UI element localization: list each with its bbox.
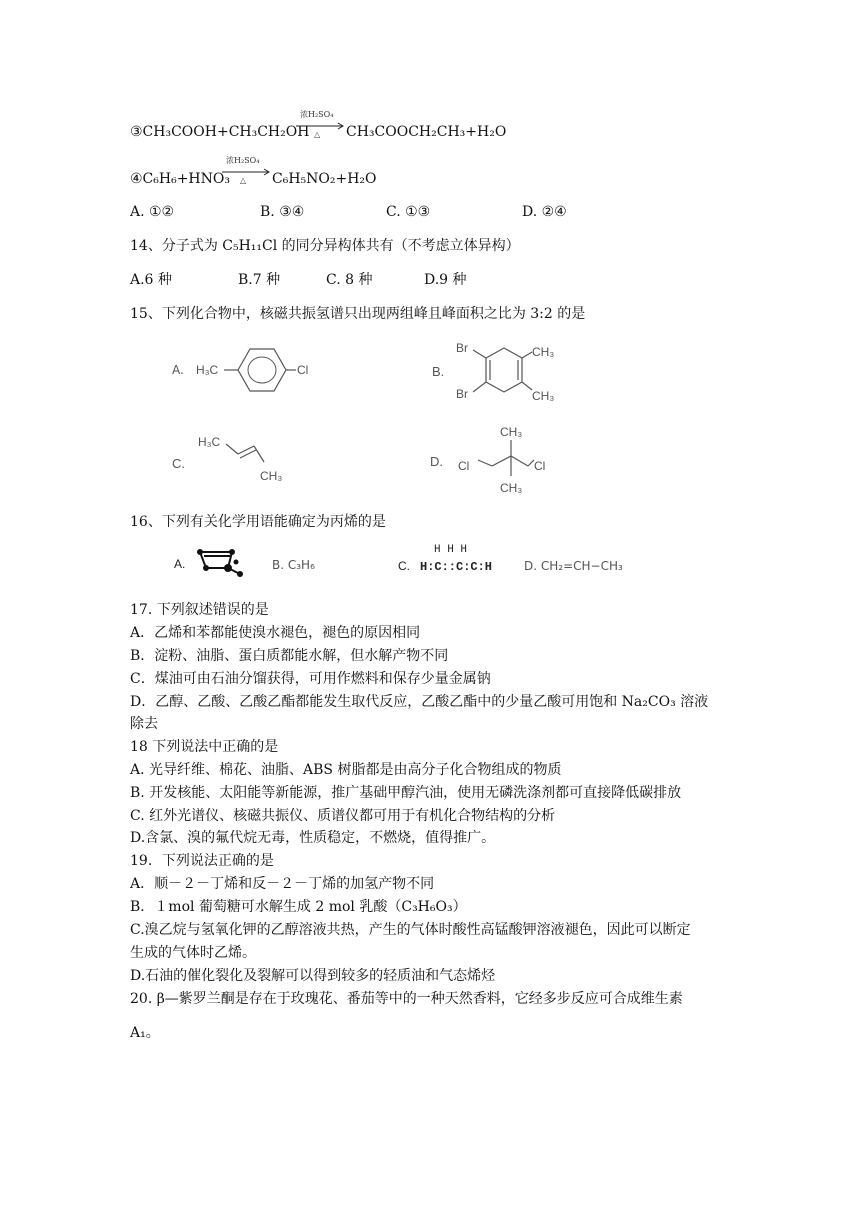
structure-b-br-top: Br — [456, 341, 468, 355]
reaction-arrow-4 — [222, 154, 272, 184]
arrow-condition-top: 浓H₂SO₄ — [300, 110, 334, 119]
q18-option-a: A. 光导纤维、棉花、油脂、ABS 树脂都是由高分子化合物组成的物质 — [130, 762, 562, 778]
q19-stem: 19．下列说法正确的是 — [130, 853, 274, 869]
q13-option-b: B. ③④ — [260, 204, 305, 220]
structure-a-methyl: H₃C — [196, 363, 219, 377]
q16-option-a-label: A. — [174, 557, 186, 571]
q17-option-b: B．淀粉、油脂、蛋白质都能水解，但水解产物不同 — [130, 648, 449, 664]
q17-option-d-line1: D．乙醇、乙酸、乙酸乙酯都能发生取代反应，乙酸乙酯中的少量乙酸可用饱和 Na₂CO₃ 溶液 — [130, 694, 709, 710]
q14-stem: 14、分子式为 C₅H₁₁Cl 的同分异构体共有（不考虑立体异构） — [130, 238, 520, 254]
q16-option-c-mid: H:C::C:C:H — [420, 560, 493, 574]
q20-stem-line2: A₁。 — [130, 1025, 160, 1041]
structure-b-label: B. — [432, 364, 445, 379]
q17-option-c: C．煤油可由石油分馏获得，可用作燃料和保存少量金属钠 — [130, 671, 491, 687]
q17-option-a: A．乙烯和苯都能使溴水褪色，褪色的原因相同 — [130, 625, 421, 641]
structure-c-methyl-top: H₃C — [198, 435, 221, 449]
q15-stem: 15、下列化合物中，核磁共振氢谱只出现两组峰且峰面积之比为 3:2 的是 — [130, 306, 586, 322]
equation-4 — [130, 169, 230, 189]
q14-option-c: C. 8 种 — [326, 272, 373, 288]
equation-3-left: ③CH₃COOH+CH₃CH₂OH — [130, 124, 310, 140]
q16-option-c-label: C. — [398, 559, 410, 573]
structure-d-methyl-top: CH₃ — [500, 425, 523, 439]
q16-option-c-top: H H H — [434, 544, 468, 556]
structure-c-butene — [168, 428, 298, 492]
q19-option-a: A．顺－２－丁烯和反－２－丁烯的加氢产物不同 — [130, 876, 435, 892]
q16-stem: 16、下列有关化学用语能确定为丙烯的是 — [130, 514, 386, 530]
q19-option-d: D.石油的催化裂化及裂解可以得到较多的轻质油和气态烯烃 — [130, 968, 496, 984]
structure-b-dibromo-dimethyl — [428, 338, 568, 408]
structure-b-methyl-bottom: CH₃ — [532, 389, 555, 403]
q13-option-d: D. ②④ — [522, 204, 567, 220]
structure-b-methyl-top: CH₃ — [532, 345, 555, 359]
structure-16a-ball-stick — [170, 542, 260, 582]
structure-a-label: A. — [172, 363, 184, 377]
reaction-arrow-3 — [296, 108, 346, 138]
structure-a-chlorotoluene — [168, 340, 328, 400]
q13-option-c: C. ①③ — [386, 204, 431, 220]
structure-d-methyl-bottom: CH₃ — [500, 481, 523, 495]
q19-option-c-line2: 生成的气体时乙烯。 — [130, 945, 256, 961]
q18-option-c: C. 红外光谱仪、核磁共振仪、质谱仪都可用于有机化合物结构的分析 — [130, 808, 556, 824]
structure-b-br-bottom: Br — [456, 387, 468, 401]
q20-stem-line1: 20. β—紫罗兰酮是存在于玫瑰花、番茄等中的一种天然香料，它经多步反应可合成维生素 — [130, 991, 683, 1007]
equation-3-right: CH₃COOCH₂CH₃+H₂O — [346, 124, 507, 140]
q19-option-b: B．１mol 葡萄糖可水解生成 2 mol 乳酸（C₃H₆O₃） — [130, 899, 467, 915]
structure-16c-electron-dot — [396, 540, 506, 580]
structure-c-methyl-bottom: CH₃ — [260, 469, 283, 483]
q17-stem: 17. 下列叙述错误的是 — [130, 602, 269, 618]
q18-stem: 18 下列说法中正确的是 — [130, 739, 279, 755]
q14-option-b: B.7 种 — [238, 272, 281, 288]
q14-option-a: A.6 种 — [130, 272, 172, 288]
q19-option-c-line1: C.溴乙烷与氢氧化钾的乙醇溶液共热，产生的气体时酸性高锰酸钾溶液褪色，因此可以断定 — [130, 922, 691, 938]
structure-d-label: D. — [430, 454, 443, 469]
q13-option-a: A. ①② — [130, 204, 175, 220]
q18-option-b: B. 开发核能、太阳能等新能源，推广基础甲醇汽油，使用无磷洗涤剂都可直接降低碳排放 — [130, 785, 682, 801]
q14-option-d: D.9 种 — [424, 272, 467, 288]
structure-d-chloro-right: Cl — [534, 459, 546, 473]
equation-3 — [130, 122, 309, 142]
structure-a-chloro: Cl — [297, 363, 309, 377]
q17-option-d-line2: 除去 — [130, 716, 158, 732]
arrow-condition-top: 浓H₂SO₄ — [226, 156, 260, 165]
arrow-condition-bottom: △ — [240, 176, 247, 184]
q16-option-d: D. CH₂=CH−CH₃ — [524, 559, 623, 573]
q16-option-b: B. C₃H₆ — [272, 558, 315, 572]
equation-4-right: C₆H₅NO₂+H₂O — [272, 171, 377, 187]
structure-d-dichloro — [428, 420, 578, 500]
equation-4-left: ④C₆H₆+HNO₃ — [130, 171, 230, 187]
q18-option-d: D.含氯、溴的氟代烷无毒，性质稳定，不燃烧，值得推广。 — [130, 830, 496, 846]
structure-c-label: C. — [172, 456, 185, 471]
arrow-condition-bottom: △ — [314, 130, 321, 138]
structure-d-chloro-left: Cl — [458, 459, 470, 473]
